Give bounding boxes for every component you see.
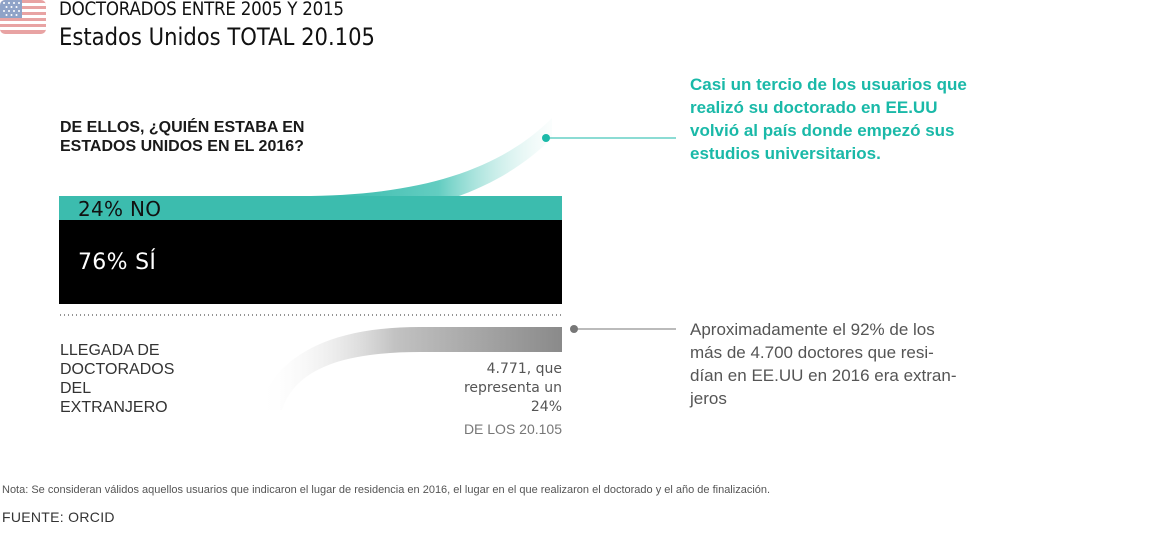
arrival-total-note: DE LOS 20.105 <box>463 421 562 437</box>
arrival-count-line: representa un <box>463 380 562 396</box>
arrival-label-line: DEL <box>60 380 92 397</box>
chart-subtitle: Estados Unidos TOTAL 20.105 <box>59 23 375 51</box>
callout-bottom-line-text: Aproximadamente el 92% de los <box>690 320 935 339</box>
callout-bottom-line-text: jeros <box>690 389 727 408</box>
arrival-count-note <box>400 360 562 417</box>
question-label: DE ELLOS, ¿QUIÉN ESTABA EN ESTADOS UNIDOS EN EL 2016? <box>60 119 305 155</box>
arrival-label-line: EXTRANJERO <box>60 399 168 416</box>
arrival-label <box>60 341 200 417</box>
callout-bottom-text <box>690 318 1000 410</box>
callout-top-line-text: estudios universitarios. <box>690 144 881 163</box>
callout-top-line-text: realizó su doctorado en EE.UU <box>690 98 938 117</box>
callout-bottom-line-text: dían en EE.UU en 2016 era extran- <box>690 366 957 385</box>
chart-title: DOCTORADOS ENTRE 2005 Y 2015 <box>59 0 344 20</box>
arrival-label-line: LLEGADA DE <box>60 342 160 359</box>
callout-top-text <box>690 73 1000 165</box>
callout-top-line-text: volvió al país donde empezó sus <box>690 121 955 140</box>
source-label: FUENTE: ORCID <box>2 509 115 525</box>
bar-si-label: 76% SÍ <box>78 250 157 275</box>
arrival-label-line: DOCTORADOS <box>60 361 175 378</box>
callout-top-line-text: Casi un tercio de los usuarios que <box>690 75 967 94</box>
footnote: Nota: Se consideran válidos aquellos usuarios que indicaron el lugar de residencia en 2016, el lugar en el que realizaron el doctorado y el año de finalización. <box>2 484 771 496</box>
arrival-count-line: 4.771, que <box>486 361 562 377</box>
bar-no-label: 24% NO <box>78 197 162 221</box>
arrival-count-line: 24% <box>530 399 562 415</box>
callout-bottom-line-text: más de 4.700 doctores que resi- <box>690 343 934 362</box>
